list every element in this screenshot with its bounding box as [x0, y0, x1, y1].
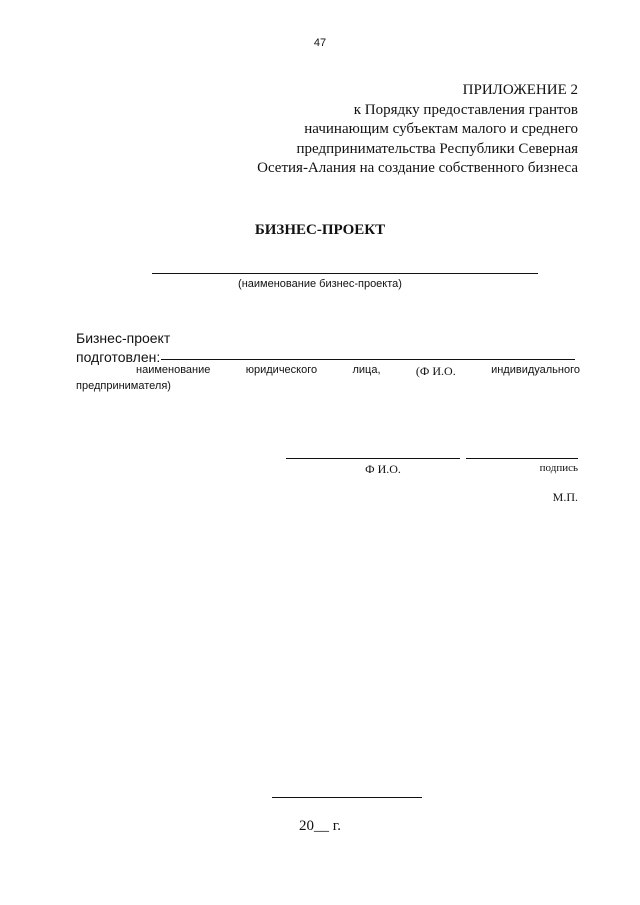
stamp-label: М.П. [552, 490, 578, 504]
prepared-label-line2: подготовлен: [76, 349, 161, 365]
fio-line [286, 458, 460, 459]
prepared-label-line1: Бизнес-проект [76, 330, 171, 346]
project-name-line [152, 273, 538, 274]
appendix-line: Осетия-Алания на создание собственного бизнеса [257, 160, 578, 176]
signature-label: подпись [539, 462, 578, 474]
preparer-hint-continued: предпринимателя) [76, 380, 171, 392]
place-line [272, 797, 422, 798]
appendix-line: ПРИЛОЖЕНИЕ 2 [462, 82, 578, 98]
document-title: БИЗНЕС-ПРОЕКТ [254, 222, 386, 238]
hint-word: лица, [352, 364, 381, 376]
page-number: 47 [313, 37, 327, 49]
preparer-hint [76, 364, 580, 379]
project-name-caption: (наименование бизнес-проекта) [238, 278, 402, 290]
signature-line [466, 458, 578, 459]
fio-label: Ф И.О. [365, 462, 401, 476]
appendix-block [257, 81, 578, 179]
hint-word: наименование [136, 364, 211, 376]
appendix-line: предпринимательства Республики Северная [296, 140, 578, 157]
appendix-line: к Порядку предоставления грантов [353, 101, 578, 118]
prepared-label [76, 329, 170, 367]
hint-word: юридического [245, 364, 318, 376]
preparer-line [161, 359, 575, 360]
hint-word: индивидуального [491, 364, 580, 376]
appendix-line: начинающим субъектам малого и среднего [304, 121, 578, 137]
year-label: 20__ г. [299, 818, 341, 834]
hint-word: (Ф И.О. [415, 364, 456, 378]
